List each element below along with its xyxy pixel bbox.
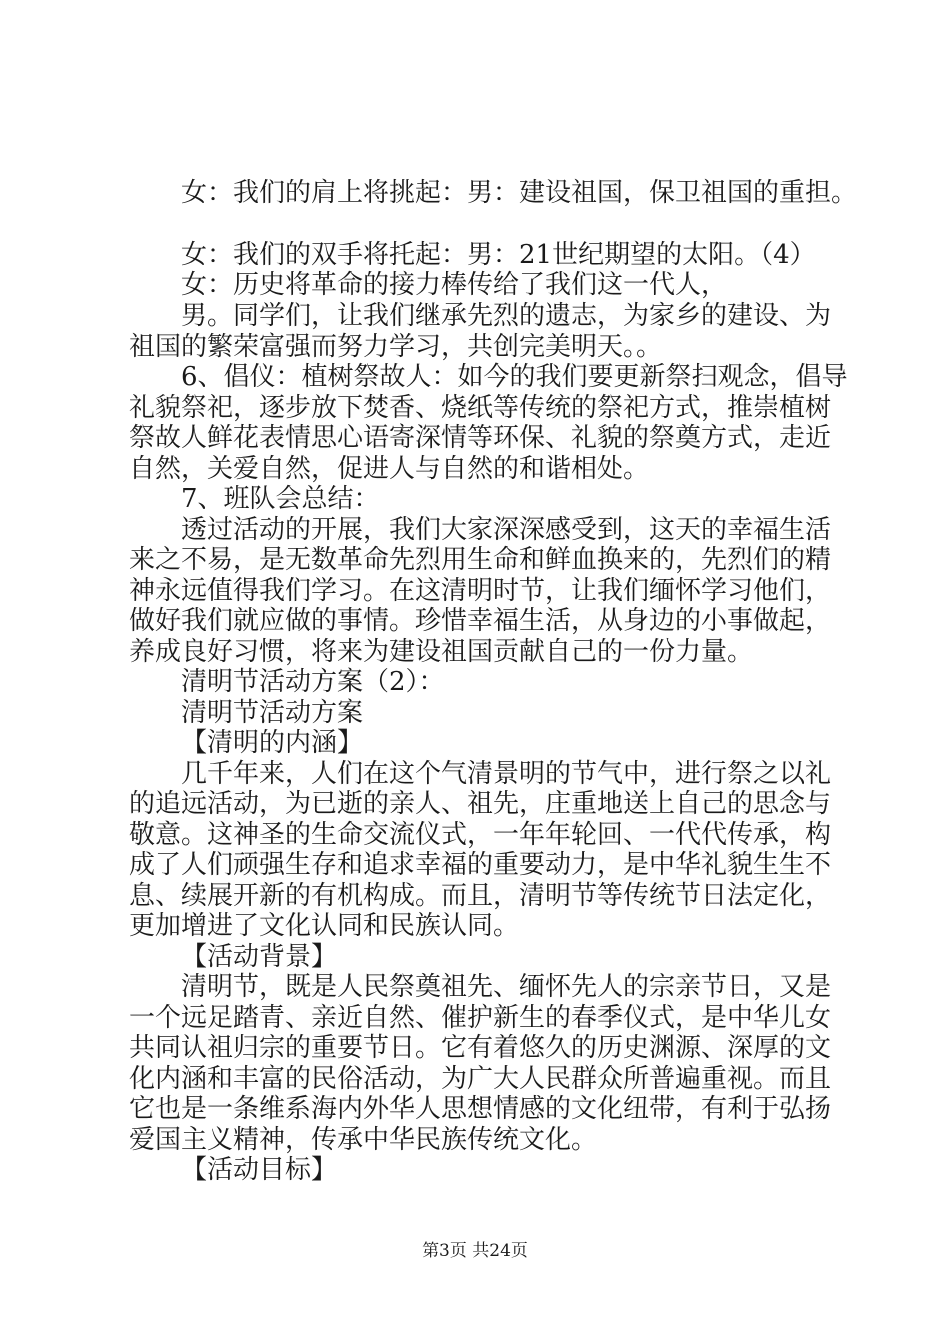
text-line: 几千年来，人们在这个气清景明的节气中，进行祭之以礼: [181, 759, 832, 789]
text-line: 敬意。这神圣的生命交流仪式，一年年轮回、一代代传承，构: [129, 820, 832, 850]
section-heading: 清明节活动方案: [181, 698, 364, 728]
text-line: 清明节，既是人民祭奠祖先、缅怀先人的宗亲节日，又是: [181, 972, 832, 1002]
text-line: 6、倡仪：植树祭故人：如今的我们要更新祭扫观念，倡导: [181, 362, 848, 392]
text-line: 息、续展开新的有机构成。而且，清明节等传统节日法定化，: [129, 881, 832, 911]
section-heading: 【清明的内涵】: [181, 728, 364, 758]
text-line: 共同认祖归宗的重要节日。它有着悠久的历史渊源、深厚的文: [129, 1033, 832, 1063]
page-number: 第3页 共24页: [422, 1241, 528, 1261]
text-line: 一个远足踏青、亲近自然、催护新生的春季仪式，是中华儿女: [129, 1003, 832, 1033]
text-line: 更加增进了文化认同和民族认同。: [129, 911, 520, 941]
section-heading: 7、班队会总结：: [181, 484, 380, 514]
text-line: 女：历史将革命的接力棒传给了我们这一代人，: [181, 270, 728, 300]
section-heading: 【活动目标】: [181, 1155, 338, 1185]
text-line: 化内涵和丰富的民俗活动，为广大人民群众所普遍重视。而且: [129, 1064, 832, 1094]
text-line: 男。同学们，让我们继承先烈的遗志，为家乡的建设、为: [181, 301, 832, 331]
section-heading: 清明节活动方案（2）：: [181, 667, 445, 697]
page-footer: [0, 1240, 950, 1262]
text-line: 神永远值得我们学习。在这清明时节，让我们缅怀学习他们，: [129, 576, 832, 606]
text-line: 祭故人鲜花表情思心语寄深情等环保、礼貌的祭奠方式，走近: [129, 423, 832, 453]
text-line: 成了人们顽强生存和追求幸福的重要动力，是中华礼貌生生不: [129, 850, 832, 880]
text-line: 来之不易，是无数革命先烈用生命和鲜血换来的，先烈们的精: [129, 545, 832, 575]
text-line: 做好我们就应做的事情。珍惜幸福生活，从身边的小事做起，: [129, 606, 832, 636]
text-line: 礼貌祭祀，逐步放下焚香、烧纸等传统的祭祀方式，推崇植树: [129, 393, 832, 423]
text-line: 女：我们的双手将托起：男：21世纪期望的太阳。（4）: [181, 240, 816, 270]
text-line: 女：我们的肩上将挑起：男：建设祖国，保卫祖国的重担。: [181, 178, 858, 208]
text-line: 爱国主义精神，传承中华民族传统文化。: [129, 1125, 598, 1155]
text-line: 它也是一条维系海内外华人思想情感的文化纽带，有利于弘扬: [129, 1094, 832, 1124]
text-line: 透过活动的开展，我们大家深深感受到，这天的幸福生活: [181, 515, 832, 545]
text-line: 的追远活动，为已逝的亲人、祖先，庄重地送上自己的思念与: [129, 789, 832, 819]
text-line: 祖国的繁荣富强而努力学习，共创完美明天。。: [129, 332, 663, 362]
text-line: 自然，关爱自然，促进人与自然的和谐相处。: [129, 454, 650, 484]
text-line: 养成良好习惯，将来为建设祖国贡献自己的一份力量。: [129, 637, 754, 667]
section-heading: 【活动背景】: [181, 942, 338, 972]
